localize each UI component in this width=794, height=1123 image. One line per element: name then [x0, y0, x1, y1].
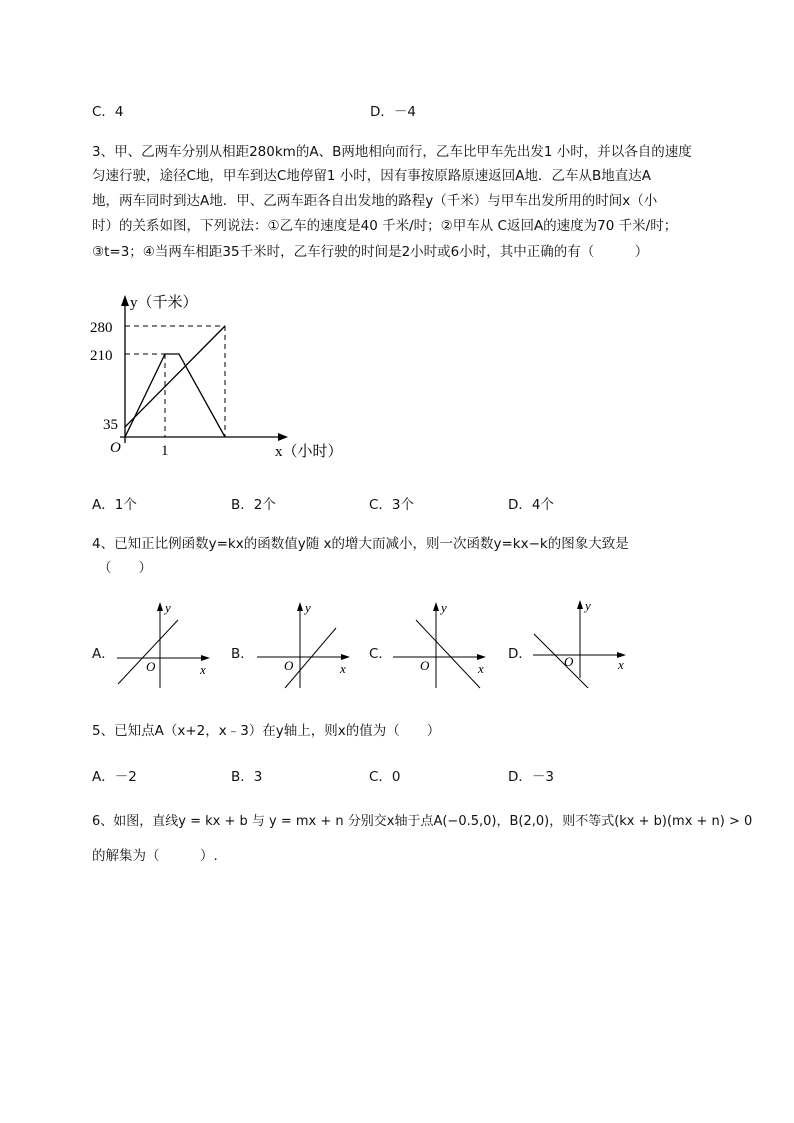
- q2-option-d: D．－4: [370, 104, 416, 120]
- q4-number: 4、: [92, 536, 115, 552]
- q4-line-1: [92, 534, 629, 554]
- q5-option-d: D．－3: [508, 769, 554, 785]
- q3-line-4: 时）的关系如图，下列说法：①乙车的速度是40 千米/时；②甲车从 C返回A的速度为70 千米/时；: [92, 218, 678, 234]
- q4-c-x-label: x: [478, 661, 484, 676]
- q3-number: 3、: [92, 144, 115, 160]
- q4-graph-d: [528, 596, 633, 688]
- q3-text-1: 甲、乙两车分别从相距280km的A、B两地相向而行，乙车比甲车先出发1 小时，并以各自的速度: [114, 144, 692, 160]
- q4-graph-b: [252, 598, 357, 690]
- q3-x-label: x（小时）: [275, 444, 343, 460]
- q3-graph: [90, 285, 360, 470]
- q4-line-2: （ ）: [98, 560, 152, 576]
- q4-d-x-label: x: [618, 657, 624, 672]
- q4-a-origin: O: [146, 659, 156, 674]
- q3-option-c: C．3个: [369, 497, 415, 513]
- q3-line-2: 匀速行驶，途径C地，甲车到达C地停留1 小时，因有事按原路原速返回A地．乙车从B地直达A: [92, 168, 651, 184]
- q4-option-a-label: A．: [92, 646, 115, 662]
- q4-b-x-label: x: [340, 661, 346, 676]
- q3-y-tick-210: 210: [90, 348, 113, 364]
- q4-a-y-label: y: [165, 600, 171, 615]
- q3-line-5: ③t=3；④当两车相距35千米时，乙车行驶的时间是2小时或6小时，其中正确的有（ ）: [92, 244, 649, 260]
- q3-line-yi: [125, 326, 225, 427]
- q4-a-x-label: x: [200, 662, 206, 677]
- q2-option-c: C．4: [92, 104, 124, 120]
- q3-origin: O: [110, 440, 121, 456]
- q5-text-1: 已知点A（x+2，x﹣3）在y轴上，则x的值为（ ）: [114, 723, 441, 739]
- q3-option-b: B．2个: [231, 497, 276, 513]
- q6-number: 6、: [92, 814, 114, 829]
- q3-line-1: [92, 142, 692, 162]
- q4-c-origin: O: [420, 658, 430, 673]
- q6-line-1: [92, 812, 752, 832]
- q3-y-label: y（千米）: [130, 295, 198, 311]
- q4-text-1: 已知正比例函数y=kx的函数值y随 x的增大而减小，则一次函数y=kx−k的图象大致是: [114, 536, 629, 552]
- q4-graph-c: [388, 598, 493, 690]
- q4-option-c-label: C．: [369, 646, 392, 662]
- q5-option-a: A．－2: [92, 769, 137, 785]
- q5-line-1: [92, 721, 440, 741]
- q3-x-tick-1: 1: [161, 443, 169, 459]
- q3-line-3: 地，两车同时到达A地．甲、乙两车距各自出发地的路程y（千米）与甲车出发所用的时间x（小: [92, 193, 658, 209]
- q4-graph-a: [112, 598, 217, 690]
- q4-c-y-label: y: [441, 600, 447, 615]
- q4-b-origin: O: [284, 658, 294, 673]
- q3-y-arrow: [121, 295, 129, 306]
- q6-line-2: 的解集为（ ）.: [92, 848, 218, 864]
- q4-option-d-label: D．: [508, 646, 532, 662]
- q4-d-origin: O: [564, 654, 574, 669]
- q3-y-tick-35: 35: [103, 417, 118, 433]
- q5-number: 5、: [92, 723, 115, 739]
- q4-b-y-label: y: [305, 600, 311, 615]
- q5-option-c: C．0: [369, 769, 401, 785]
- q5-option-b: B．3: [231, 769, 263, 785]
- q3-option-d: D．4个: [508, 497, 554, 513]
- q3-x-arrow: [278, 433, 288, 441]
- q3-option-a: A．1个: [92, 497, 137, 513]
- q4-option-b-label: B．: [231, 646, 254, 662]
- q4-d-y-label: y: [585, 598, 591, 613]
- q6-text-1: 如图，直线y = kx + b 与 y = mx + n 分别交x轴于点A(−0.5,0)，B(2,0)，则不等式(kx + b)(mx + n) > 0: [113, 814, 753, 829]
- q3-y-tick-280: 280: [90, 320, 113, 336]
- q3-line-jia: [125, 354, 225, 437]
